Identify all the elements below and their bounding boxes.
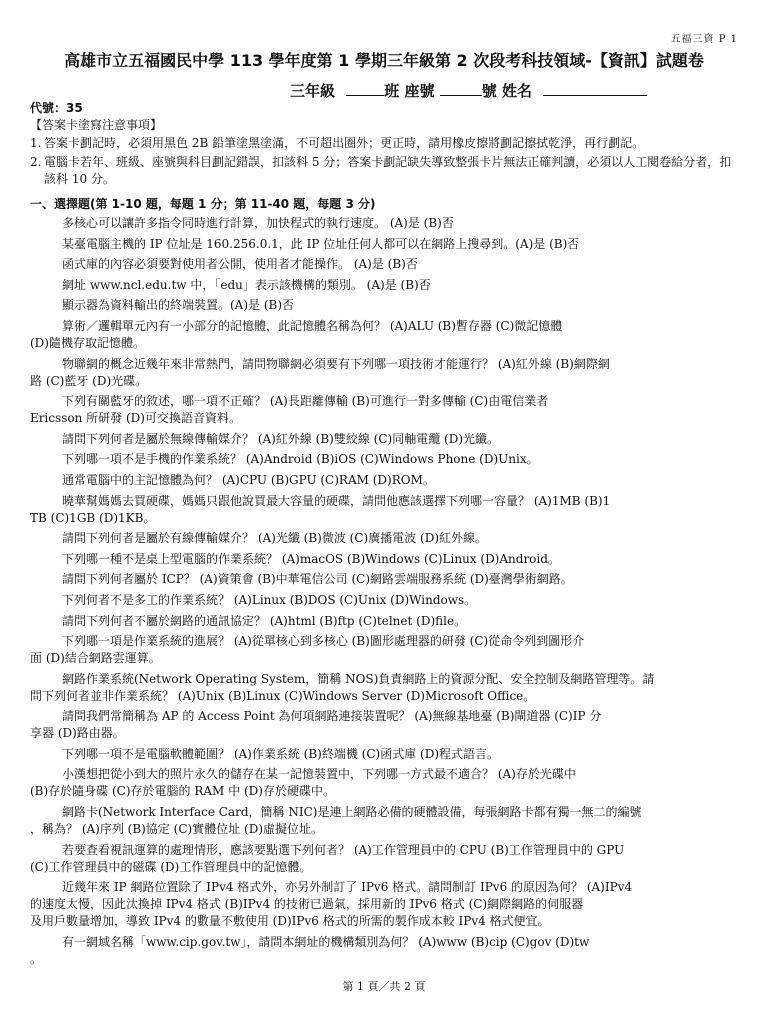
question-line: 及用戶數量增加，導致 IPv4 的數量不敷使用 (D)IPv6 格式的所需的製作成本較 IPv4 格式便宜。 — [30, 914, 550, 929]
question-item — [30, 934, 742, 968]
class-blank — [346, 81, 384, 96]
question-item — [30, 356, 742, 390]
question-item — [30, 746, 742, 763]
question-line: 網路卡(Network Interface Card，簡稱 NIC)是連上網路必備的硬體設備，每張網路卡都有獨一無二的編號 — [62, 805, 642, 820]
note-item — [30, 154, 742, 188]
question-item — [30, 256, 742, 273]
question-item — [30, 297, 742, 314]
question-item — [30, 671, 742, 705]
question-line: 請問下列何者是屬於有線傳輸媒介？ (A)光纖 (B)微波 (C)廣播電波 (D)紅外線。 — [62, 531, 488, 546]
question-item — [30, 236, 742, 253]
name-blank — [543, 81, 647, 96]
question-line: 某臺電腦主機的 IP 位址是 160.256.0.1，此 IP 位址任何人都可以在網路上搜尋到。(A)是 (B)否 — [62, 236, 580, 251]
question-line: TB (C)1GB (D)1KB。 — [30, 510, 156, 525]
question-line: ，稱為？ (A)序列 (B)協定 (C)實體位址 (D)虛擬位址。 — [30, 822, 323, 837]
question-line: (D)隨機存取記憶體。 — [30, 335, 145, 350]
seat-label: 座號 — [404, 82, 435, 100]
question-item — [30, 530, 742, 547]
question-item — [30, 431, 742, 448]
grade-label: 三年級 — [290, 82, 336, 100]
exam-content — [30, 100, 742, 971]
notes-heading: 【答案卡塗寫注意事項】 — [30, 118, 163, 132]
page-footer: 第 1 頁／共 2 頁 — [342, 980, 426, 993]
question-line: 顯示器為資料輸出的終端裝置。(A)是 (B)否 — [62, 298, 295, 313]
question-line: 請問下列何者屬於 ICP？ (A)資策會 (B)中華電信公司 (C)網路雲端服務系統 (D)臺灣學術網路。 — [62, 572, 573, 587]
question-line: 下列哪一項不是電腦軟體範圍？ (A)作業系統 (B)終端機 (C)函式庫 (D)程式語言。 — [62, 746, 500, 761]
note-text: 答案卡劃記時，必須用黑色 2B 鉛筆塗黑塗滿，不可超出圈外；更正時，請用橡皮擦將劃記擦拭乾淨，再行劃記。 — [44, 136, 645, 150]
question-item — [30, 393, 742, 427]
question-line: 小漢想把從小到大的照片永久的儲存在某一記憶裝置中，下列哪一方式最不適合？ (A)存於光碟中 — [62, 767, 576, 782]
question-line: 下列哪一項不是手機的作業系統？ (A)Android (B)iOS (C)Windows Phone (D)Unix。 — [62, 452, 539, 467]
question-line: 網路作業系統(Network Operating System，簡稱 NOS)負責網路上的資源分配、安全控制及網路管理等。請 — [62, 671, 655, 686]
question-item — [30, 842, 742, 876]
question-line: 有一網域名稱「www.cip.gov.tw」，請問本網址的機構類別為何？ (A)www (B)cip (C)gov (D)tw — [62, 934, 590, 949]
question-line: 近幾年來 IP 網路位置除了 IPv4 格式外，亦另外制訂了 IPv6 格式。請問制訂 IPv6 的原因為何？ (A)IPv4 — [62, 880, 633, 895]
note-text: 電腦卡若年、班級、座號與科目劃記錯誤，扣該科 5 分；答案卡劃記缺失導致整張卡片無法正確判讀，必須以人工閱卷給分者，扣該科 10 分。 — [44, 155, 732, 186]
question-line: 。 — [30, 951, 43, 966]
question-item — [30, 451, 742, 468]
question-line: (C)工作管理員中的磁碟 (D)工作管理員中的記憶體。 — [30, 859, 312, 874]
question-list — [30, 215, 742, 968]
section-title: 一、選擇題(第 1-10 題，每題 1 分；第 11-40 題，每題 3 分) — [30, 197, 376, 211]
question-item — [30, 766, 742, 800]
question-item — [30, 472, 742, 489]
name-label: 姓名 — [502, 82, 533, 100]
question-item — [30, 571, 742, 588]
question-line: 下列哪一種不是桌上型電腦的作業系統？ (A)macOS (B)Windows (C)Linux (D)Android。 — [62, 551, 560, 566]
note-item — [30, 135, 742, 152]
question-line: 請問下列何者不屬於網路的通訊協定？ (A)html (B)ftp (C)telnet (D)file。 — [62, 613, 467, 628]
question-line: 面 (D)結合網路雲運算。 — [30, 651, 161, 666]
question-line: 問下列何者並非作業系統？ (A)Unix (B)Linux (C)Windows Server (D)Microsoft Office。 — [30, 688, 536, 703]
question-line: 算術／邏輯單元內有一小部分的記憶體，此記憶體名稱為何？ (A)ALU (B)暫存器 (C)微記憶體 — [62, 318, 563, 333]
question-line: 若要查看視訊運算的處理情形，應該要點選下列何者？ (A)工作管理員中的 CPU (B)工作管理員中的 GPU — [62, 842, 625, 857]
question-line: 多核心可以讓許多指令同時進行計算，加快程式的執行速度。 (A)是 (B)否 — [62, 216, 454, 230]
note-number: 1. — [30, 136, 42, 150]
exam-title: 高雄市立五福國民中學 113 學年度第 1 學期三年級第 2 次段考科技領域-【資訊】試題卷 — [64, 51, 704, 70]
class-label: 班 — [384, 82, 400, 100]
question-line: (B)存於隨身碟 (C)存於電腦的 RAM 中 (D)存於硬碟中。 — [30, 784, 335, 799]
question-item — [30, 493, 742, 527]
question-line: 路 (C)藍牙 (D)光碟。 — [30, 373, 148, 388]
question-line: 下列有關藍牙的敘述，哪一項不正確？ (A)長距離傳輸 (B)可進行一對多傳輸 (C)由電信業者 — [62, 394, 549, 409]
number-label: 號 — [481, 82, 497, 100]
question-line: 網址 www.ncl.edu.tw 中，「edu」表示該機構的類別。 (A)是 (B)否 — [62, 277, 431, 292]
seat-blank — [440, 81, 482, 96]
question-line: 曉華幫媽媽去買硬碟，媽媽只跟他說買最大容量的硬碟，請問他應該選擇下列哪一容量？ (A)1MB (B)1 — [62, 493, 611, 508]
question-item — [30, 708, 742, 742]
question-item — [30, 277, 742, 294]
question-item — [30, 551, 742, 568]
student-info-row — [290, 80, 647, 101]
page-corner-label: 五福三資 P 1 — [670, 34, 738, 45]
question-line: 下列何者不是多工的作業系統？ (A)Linux (B)DOS (C)Unix (D)Windows。 — [62, 592, 477, 607]
question-item — [30, 633, 742, 667]
question-item — [30, 879, 742, 930]
question-item — [30, 318, 742, 352]
question-line: 請問我們常簡稱為 AP 的 Access Point 為何項網路連接裝置呢？ (A)無線基地臺 (B)閘道器 (C)IP 分 — [62, 709, 602, 724]
question-item — [30, 215, 742, 232]
question-line: 請問下列何者是屬於無線傳輸媒介？ (A)紅外線 (B)雙絞線 (C)同軸電纜 (D)光纖。 — [62, 431, 500, 446]
question-line: 下列哪一項是作業系統的進展？ (A)從單核心到多核心 (B)圖形處理器的研發 (C)從命令列到圖形介 — [62, 634, 585, 649]
question-line: 享器 (D)路由器。 — [30, 726, 125, 741]
question-line: Ericsson 所研發 (D)可交換語音資料。 — [30, 411, 241, 426]
note-number: 2. — [30, 155, 42, 169]
question-line: 的速度太慢，因此汰換掉 IPv4 格式 (B)IPv4 的技術已過氣，採用新的 IPv6 格式 (C)網際網路的伺服器 — [30, 897, 584, 912]
exam-code: 代號：35 — [30, 101, 83, 115]
question-item — [30, 592, 742, 609]
question-line: 通常電腦中的主記憶體為何？ (A)CPU (B)GPU (C)RAM (D)ROM。 — [62, 472, 435, 487]
question-item — [30, 804, 742, 838]
question-line: 物聯網的概念近幾年來非常熱門，請問物聯網必須要有下列哪一項技術才能運行？ (A)紅外線 (B)網際網 — [62, 356, 610, 371]
question-line: 函式庫的內容必須要對使用者公開，使用者才能操作。 (A)是 (B)否 — [62, 257, 418, 272]
question-item — [30, 613, 742, 630]
